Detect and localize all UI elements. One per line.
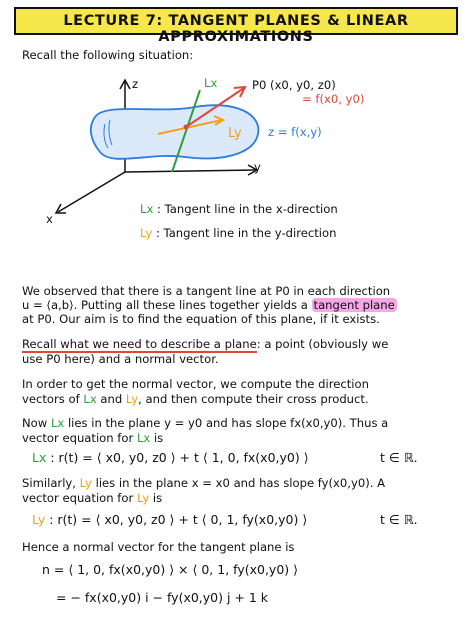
para5-text-a: Similarly,: [22, 476, 80, 490]
para2-line2: use P0 here) and a normal vector.: [22, 352, 219, 366]
para4-text-b: lies in the plane y = y0 and has slope fx(x0,y0). Thus a: [64, 416, 389, 430]
eq2-body: : r(t) = ⟨ x0, y0, z0 ⟩ + t ⟨ 0, 1, fy(x0,y0) ⟩: [49, 512, 308, 527]
para5-text-c: vector equation for: [22, 491, 137, 505]
legend-lx: [140, 202, 338, 216]
p0-label: P0 (x0, y0, z0): [252, 78, 336, 92]
eq1-domain: t ∈ ℝ.: [380, 450, 418, 465]
page-title: LECTURE 7: TANGENT PLANES & LINEAR APPROXIMATIONS: [63, 13, 409, 45]
point-p0: [184, 125, 189, 130]
para5-ly: Ly: [79, 476, 92, 490]
para3-text-a: vectors of: [22, 392, 84, 406]
para4-text-c: vector equation for: [22, 431, 137, 445]
para5-line2: [22, 491, 162, 505]
para1-line1: We observed that there is a tangent line at P0 in each direction: [22, 284, 391, 298]
para2-line1-rest: : a point (obviously we: [256, 337, 389, 351]
recall-underlined: Recall what we need to describe a plane: [22, 337, 257, 351]
para2-line1: [22, 337, 388, 351]
equation-lx: [32, 450, 309, 465]
y-axis: [125, 170, 255, 172]
para1-line2: [22, 298, 397, 312]
eq1-body: : r(t) = ⟨ x0, y0, z0 ⟩ + t ⟨ 1, 0, fx(x0,y0) ⟩: [50, 450, 309, 465]
eq1-label: Lx: [32, 450, 47, 465]
para4-text-d: is: [150, 431, 164, 445]
para5-text-d: is: [149, 491, 163, 505]
para3-ly: Ly: [125, 392, 139, 406]
y-axis-label: y: [254, 160, 261, 174]
para4-line1: [22, 416, 388, 430]
normal-vector-result: = − fx(x0,y0) i − fy(x0,y0) j + 1 k: [56, 590, 269, 605]
para4-text-a: Now: [22, 416, 51, 430]
x-axis-label: x: [46, 212, 53, 226]
ly-diagram-label: Ly: [228, 126, 242, 141]
f-value-label: = f(x0, y0): [302, 92, 365, 106]
surface-diagram: [0, 62, 474, 282]
x-axis: [58, 172, 125, 212]
recall-text: Recall the following situation:: [22, 48, 194, 62]
legend-ly-text: : Tangent line in the y-direction: [155, 226, 337, 240]
para5-ly2: Ly: [136, 491, 150, 505]
para4-line2: [22, 431, 163, 445]
legend-lx-label: Lx: [140, 202, 154, 216]
para3-line1: In order to get the normal vector, we compute the direction: [22, 377, 369, 391]
para3-text-b: and: [96, 392, 126, 406]
title-banner: [14, 7, 458, 45]
para3-line2: [22, 392, 369, 406]
eq2-label: Ly: [32, 512, 46, 527]
tangent-plane-highlight: tangent plane: [313, 298, 395, 312]
legend-lx-text: : Tangent line in the x-direction: [157, 202, 338, 216]
para4-lx: Lx: [50, 416, 65, 430]
equation-ly: [32, 512, 307, 527]
para1-line2-text: u = ⟨a,b⟩. Putting all these lines together yields a: [22, 298, 312, 312]
para4-lx2: Lx: [136, 431, 151, 445]
lx-diagram-label: Lx: [204, 76, 218, 90]
normal-vector-equation: n = ⟨ 1, 0, fx(x0,y0) ⟩ × ⟨ 0, 1, fy(x0,y0) ⟩: [42, 562, 298, 577]
surface-label: z = f(x,y): [268, 125, 322, 139]
legend-ly-label: Ly: [140, 226, 153, 240]
para5-line1: [22, 476, 385, 490]
legend-ly: [140, 226, 336, 240]
para3-lx: Lx: [83, 392, 97, 406]
para3-text-c: , and then compute their cross product.: [138, 392, 369, 406]
para6-text: Hence a normal vector for the tangent plane is: [22, 540, 295, 554]
eq2-domain: t ∈ ℝ.: [380, 512, 418, 527]
z-axis-label: z: [132, 77, 139, 91]
para5-text-b: lies in the plane x = x0 and has slope fy(x0,y0). A: [91, 476, 386, 490]
para1-line3: at P0. Our aim is to find the equation of this plane, if it exists.: [22, 312, 380, 326]
